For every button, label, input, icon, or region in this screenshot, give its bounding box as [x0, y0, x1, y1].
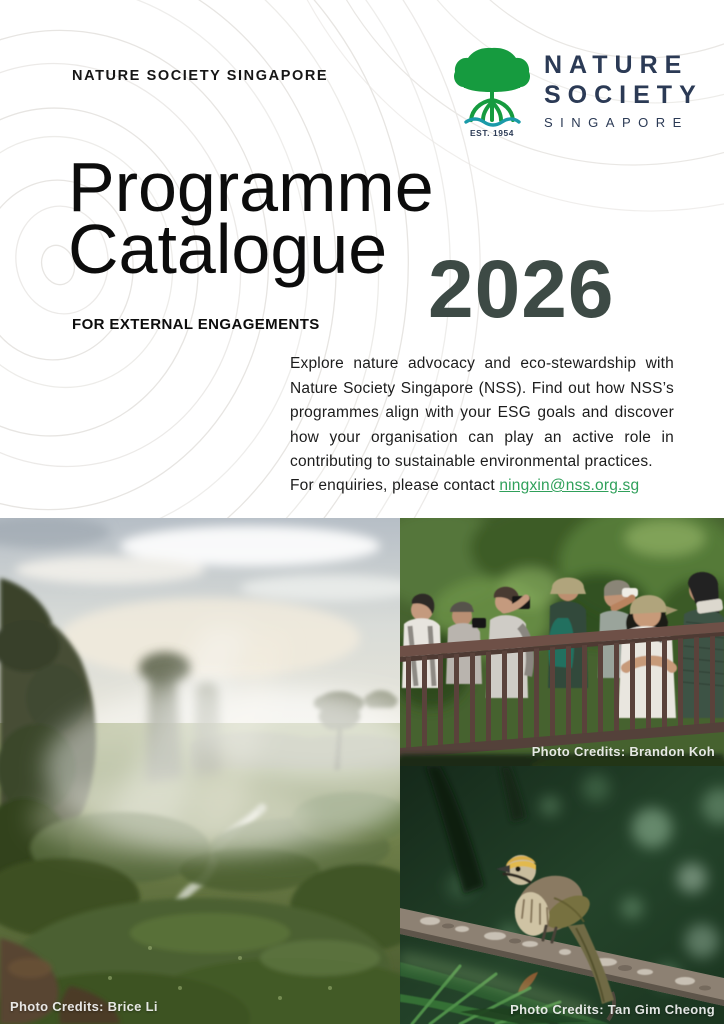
nss-logo-tree-icon — [450, 42, 534, 138]
photo-forest-valley — [0, 518, 400, 1024]
photo-birdwatchers-bridge — [400, 518, 724, 766]
logo-line-nature: NATURE — [544, 51, 689, 79]
page-title-line1: Programme — [68, 148, 434, 226]
logo-est-label: EST. 1954 — [469, 128, 515, 138]
year-badge: 2026 — [428, 244, 615, 335]
logo-line-society: SOCIETY — [544, 81, 703, 109]
nss-logo-text — [544, 50, 703, 130]
photo-credit-bird: Photo Credits: Tan Gim Cheong — [510, 1002, 715, 1017]
page-title-line2: Catalogue — [68, 210, 388, 288]
logo-line-singapore: SINGAPORE — [544, 115, 689, 130]
nss-logo — [450, 42, 703, 138]
enquiry-email-link[interactable]: ningxin@nss.org.sg — [499, 477, 640, 494]
org-wordmark: NATURE SOCIETY SINGAPORE — [72, 68, 329, 84]
photo-credit-bridge: Photo Credits: Brandon Koh — [531, 744, 715, 759]
intro-paragraph: Explore nature advocacy and eco-stewardship with Nature Society Singapore (NSS). Find out how NSS’s programmes align with your ESG goals and discover how your organisation can play an active role in contributing to sustainable environmental practices. — [290, 355, 674, 470]
photo-bulbul-bird — [400, 766, 724, 1024]
page-title — [68, 148, 434, 288]
tagline: FOR EXTERNAL ENGAGEMENTS — [72, 316, 320, 333]
enquiry-prefix: For enquiries, please contact — [290, 477, 500, 494]
enquiry-line — [290, 477, 674, 495]
photo-credit-forest: Photo Credits: Brice Li — [10, 999, 158, 1014]
